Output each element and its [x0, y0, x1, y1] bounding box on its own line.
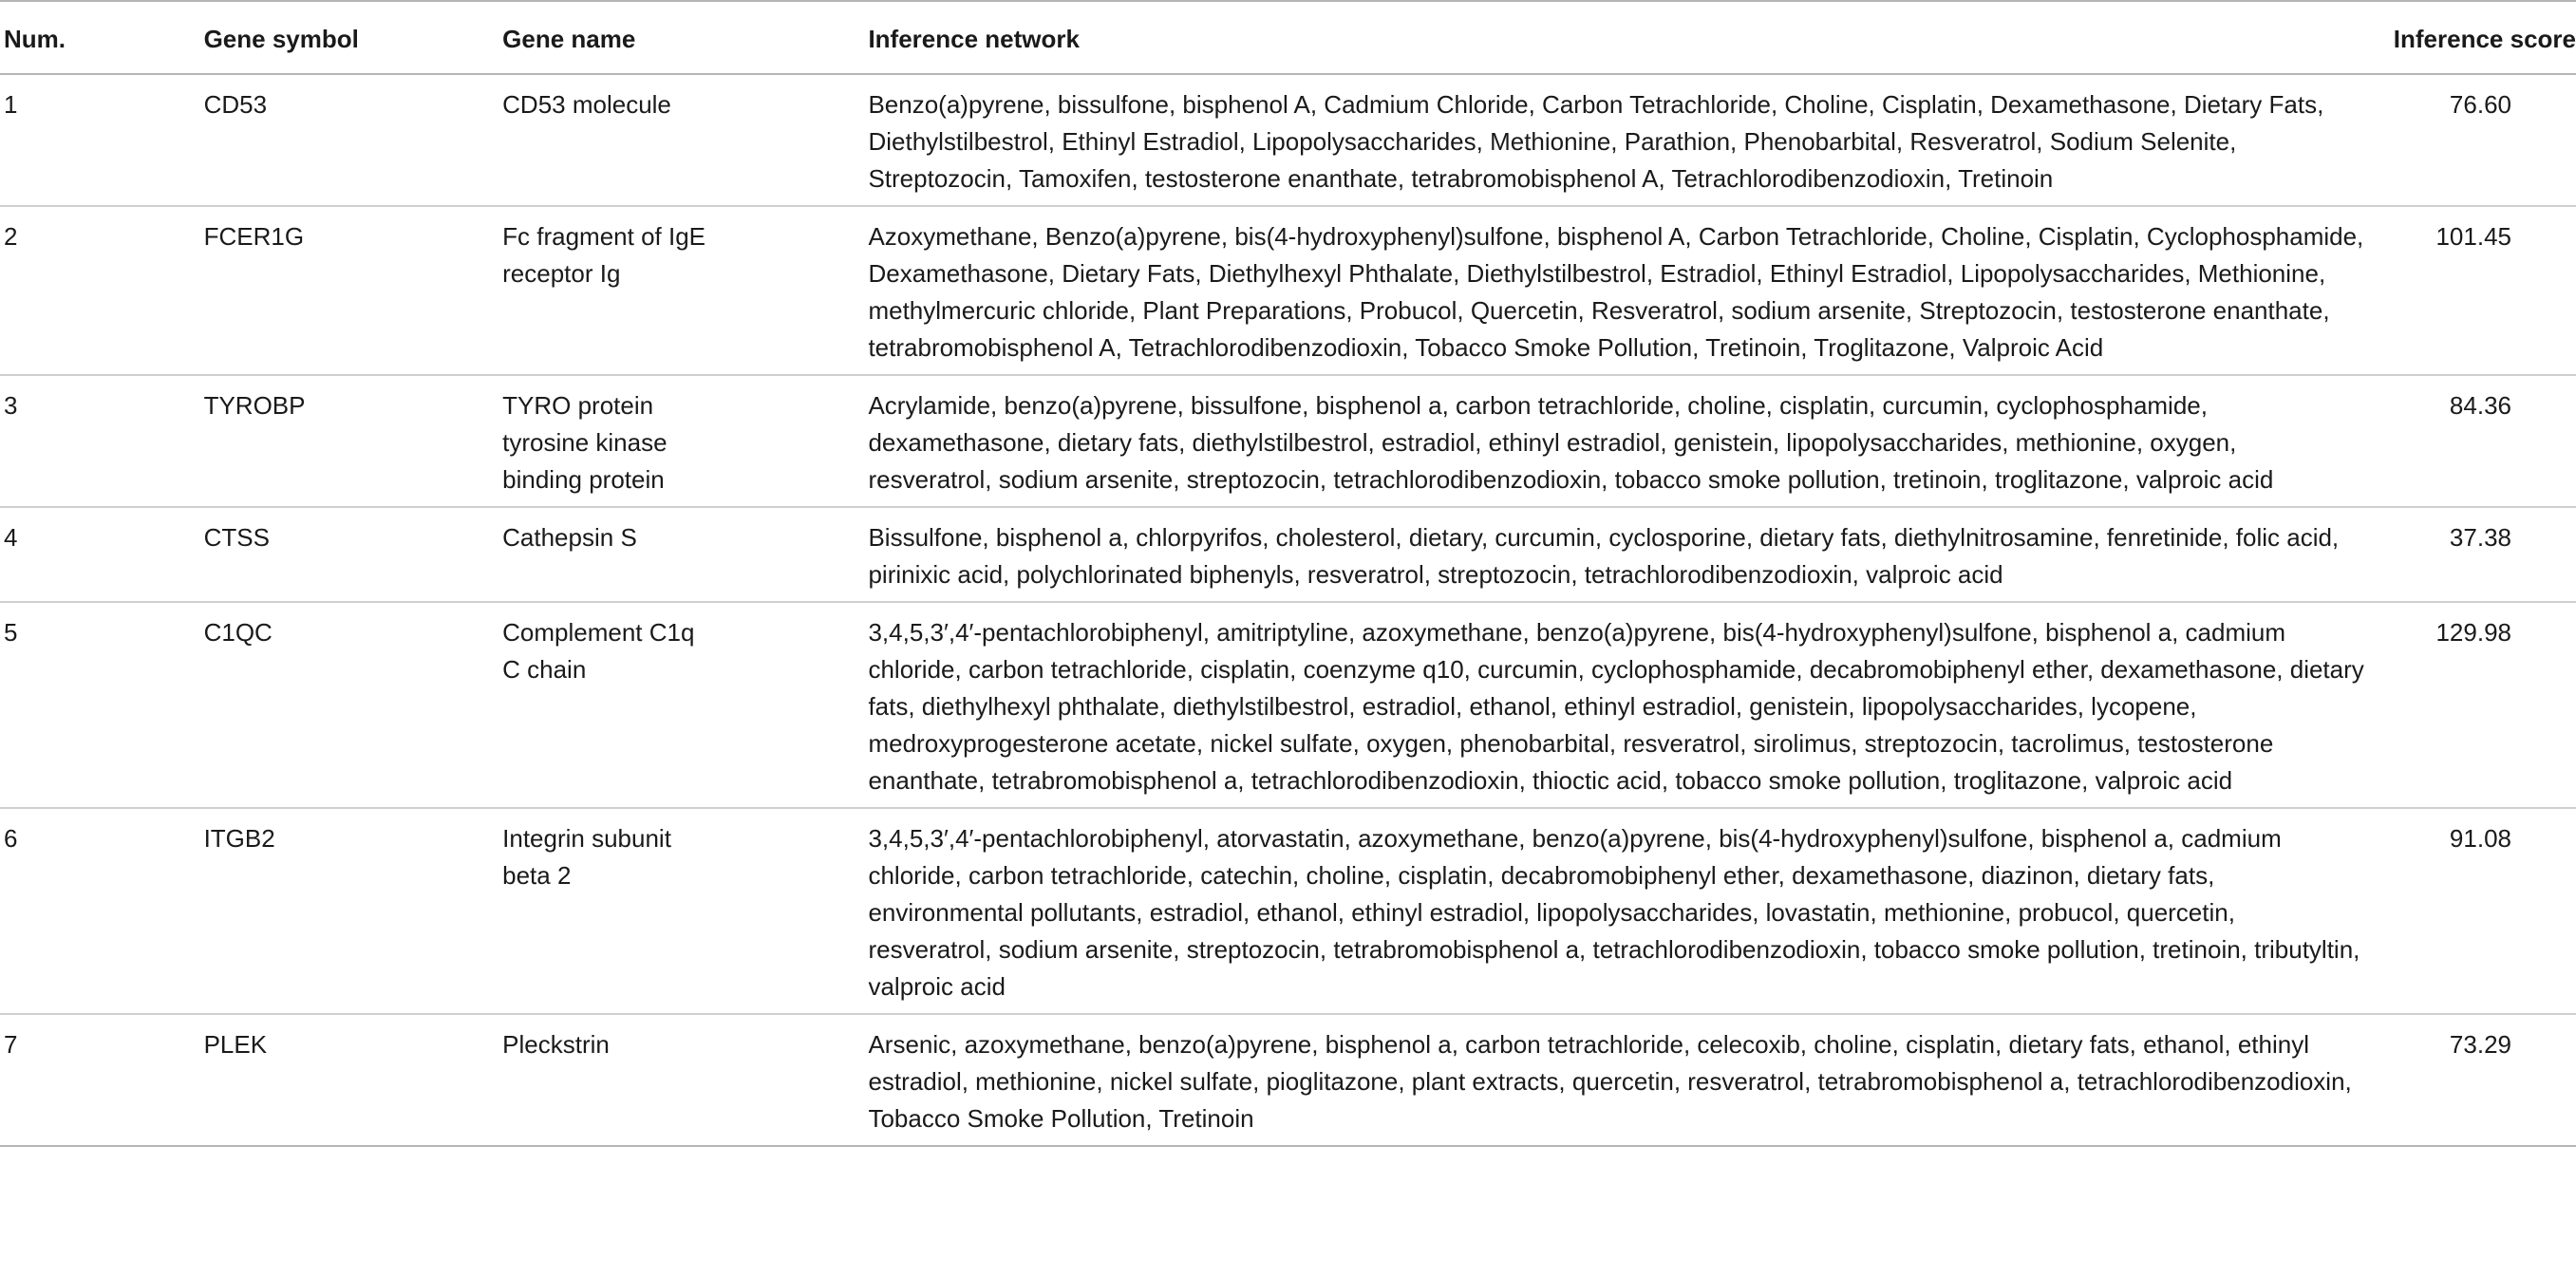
gene-name-line: Fc fragment of IgE — [502, 222, 706, 251]
cell-num: 5 — [4, 618, 18, 647]
header-num: Num. — [4, 25, 66, 53]
table-row — [0, 507, 2576, 602]
gene-name-line: Pleckstrin — [502, 1030, 610, 1059]
gene-name-line: receptor Ig — [502, 259, 621, 288]
table-row — [0, 375, 2576, 507]
cell-num: 4 — [4, 523, 18, 552]
table-row — [0, 808, 2576, 1014]
header-inference-network: Inference network — [868, 25, 1080, 53]
cell-gene-name — [502, 1014, 868, 1146]
cell-gene-symbol: CD53 — [203, 90, 268, 119]
table-row — [0, 206, 2576, 375]
header-row — [0, 1, 2576, 74]
cell-gene-symbol: ITGB2 — [203, 824, 275, 853]
cell-gene-symbol: FCER1G — [203, 222, 305, 251]
gene-name-line: Complement C1q — [502, 618, 695, 647]
cell-inference-score: 101.45 — [2435, 222, 2511, 251]
cell-inference-network: 3,4,5,3′,4′-pentachlorobiphenyl, atorvastatin, azoxymethane, benzo(a)pyrene, bis(4-hydroxyphenyl)sulfone, bisphenol a, cadmium chloride, carbon tetrachloride, catechin, choline, cisplatin, decabromobiphenyl ether, dexamethasone, diazinon, dietary fats, environmental pollutants, estradiol, ethanol, ethinyl estradiol, lipopolysaccharides, lovastatin, methionine, probucol, quercetin, resveratrol, sodium arsenite, streptozocin, tetrabromobisphenol a, tetrachlorodibenzodioxin, tobacco smoke pollution, tretinoin, tributyltin, valproic acid — [868, 824, 2360, 1001]
table-row — [0, 1014, 2576, 1146]
gene-name-line: Integrin subunit — [502, 824, 671, 853]
cell-inference-score: 84.36 — [2449, 391, 2511, 420]
cell-gene-symbol: CTSS — [203, 523, 270, 552]
gene-name-line: C chain — [502, 655, 587, 684]
table-header — [0, 1, 2576, 74]
table-row — [0, 74, 2576, 206]
cell-inference-network: Acrylamide, benzo(a)pyrene, bissulfone, bisphenol a, carbon tetrachloride, choline, cisplatin, curcumin, cyclophosphamide, dexamethasone, dietary fats, diethylstilbestrol, estradiol, ethinyl estradiol, genistein, lipopolysaccharides, methionine, oxygen, resveratrol, sodium arsenite, streptozocin, tetrachlorodibenzodioxin, tobacco smoke pollution, tretinoin, troglitazone, valproic acid — [868, 391, 2274, 494]
cell-gene-name — [502, 206, 868, 375]
cell-inference-score: 37.38 — [2449, 523, 2511, 552]
cell-inference-network: Arsenic, azoxymethane, benzo(a)pyrene, bisphenol a, carbon tetrachloride, celecoxib, choline, cisplatin, dietary fats, ethanol, ethinyl estradiol, methionine, nickel sulfate, pioglitazone, plant extracts, quercetin, resveratrol, tetrabromobisphenol a, tetrachlorodibenzodioxin, Tobacco Smoke Pollution, Tretinoin — [868, 1030, 2352, 1133]
cell-num: 7 — [4, 1030, 18, 1059]
cell-inference-network: Benzo(a)pyrene, bissulfone, bisphenol A, Cadmium Chloride, Carbon Tetrachloride, Choline, Cisplatin, Dexamethasone, Dietary Fats, Diethylstilbestrol, Ethinyl Estradiol, Lipopolysaccharides, Methionine, Parathion, Phenobarbital, Resveratrol, Sodium Selenite, Streptozocin, Tamoxifen, testosterone enanthate, tetrabromobisphenol A, Tetrachlorodibenzodioxin, Tretinoin — [868, 90, 2324, 193]
cell-num: 6 — [4, 824, 18, 853]
cell-inference-score: 91.08 — [2449, 824, 2511, 853]
header-gene-name: Gene name — [502, 25, 636, 53]
cell-gene-name — [502, 74, 868, 206]
header-gene-symbol: Gene symbol — [203, 25, 359, 53]
header-inference-score: Inference score — [2393, 25, 2576, 53]
gene-name-line: beta 2 — [502, 861, 572, 890]
table-row — [0, 602, 2576, 808]
cell-num: 2 — [4, 222, 18, 251]
cell-gene-name — [502, 808, 868, 1014]
gene-name-line: Cathepsin S — [502, 523, 637, 552]
cell-gene-symbol: PLEK — [203, 1030, 268, 1059]
cell-num: 3 — [4, 391, 18, 420]
cell-inference-score: 76.60 — [2449, 90, 2511, 119]
cell-inference-network: Bissulfone, bisphenol a, chlorpyrifos, cholesterol, dietary, curcumin, cyclosporine, dietary fats, diethylnitrosamine, fenretinide, folic acid, pirinixic acid, polychlorinated biphenyls, resveratrol, streptozocin, tetrachlorodibenzodioxin, valproic acid — [868, 523, 2340, 589]
cell-gene-name — [502, 375, 868, 507]
cell-inference-network: 3,4,5,3′,4′-pentachlorobiphenyl, amitriptyline, azoxymethane, benzo(a)pyrene, bis(4-hydroxyphenyl)sulfone, bisphenol a, cadmium chloride, carbon tetrachloride, cisplatin, coenzyme q10, curcumin, cyclophosphamide, decabromobiphenyl ether, dexamethasone, dietary fats, diethylhexyl phthalate, diethylstilbestrol, estradiol, ethanol, ethinyl estradiol, genistein, lipopolysaccharides, lycopene, medroxyprogesterone acetate, nickel sulfate, oxygen, phenobarbital, resveratrol, sirolimus, streptozocin, tacrolimus, testosterone enanthate, tetrabromobisphenol a, tetrachlorodibenzodioxin, thioctic acid, tobacco smoke pollution, troglitazone, valproic acid — [868, 618, 2364, 795]
cell-gene-name — [502, 507, 868, 602]
cell-inference-score: 129.98 — [2435, 618, 2511, 647]
cell-gene-name — [502, 602, 868, 808]
gene-name-line: binding protein — [502, 465, 665, 494]
table-body — [0, 74, 2576, 1146]
cell-gene-symbol: TYROBP — [203, 391, 306, 420]
cell-inference-network: Azoxymethane, Benzo(a)pyrene, bis(4-hydroxyphenyl)sulfone, bisphenol A, Carbon Tetrachloride, Choline, Cisplatin, Cyclophosphamide, Dexamethasone, Dietary Fats, Diethylhexyl Phthalate, Diethylstilbestrol, Estradiol, Ethinyl Estradiol, Lipopolysaccharides, Methionine, methylmercuric chloride, Plant Preparations, Probucol, Quercetin, Resveratrol, sodium arsenite, Streptozocin, testosterone enanthate, tetrabromobisphenol A, Tetrachlorodibenzodioxin, Tobacco Smoke Pollution, Tretinoin, Troglitazone, Valproic Acid — [868, 222, 2364, 362]
cell-inference-score: 73.29 — [2449, 1030, 2511, 1059]
gene-name-line: CD53 molecule — [502, 90, 671, 119]
cell-gene-symbol: C1QC — [203, 618, 273, 647]
cell-num: 1 — [4, 90, 18, 119]
gene-name-line: tyrosine kinase — [502, 428, 668, 457]
gene-name-line: TYRO protein — [502, 391, 654, 420]
